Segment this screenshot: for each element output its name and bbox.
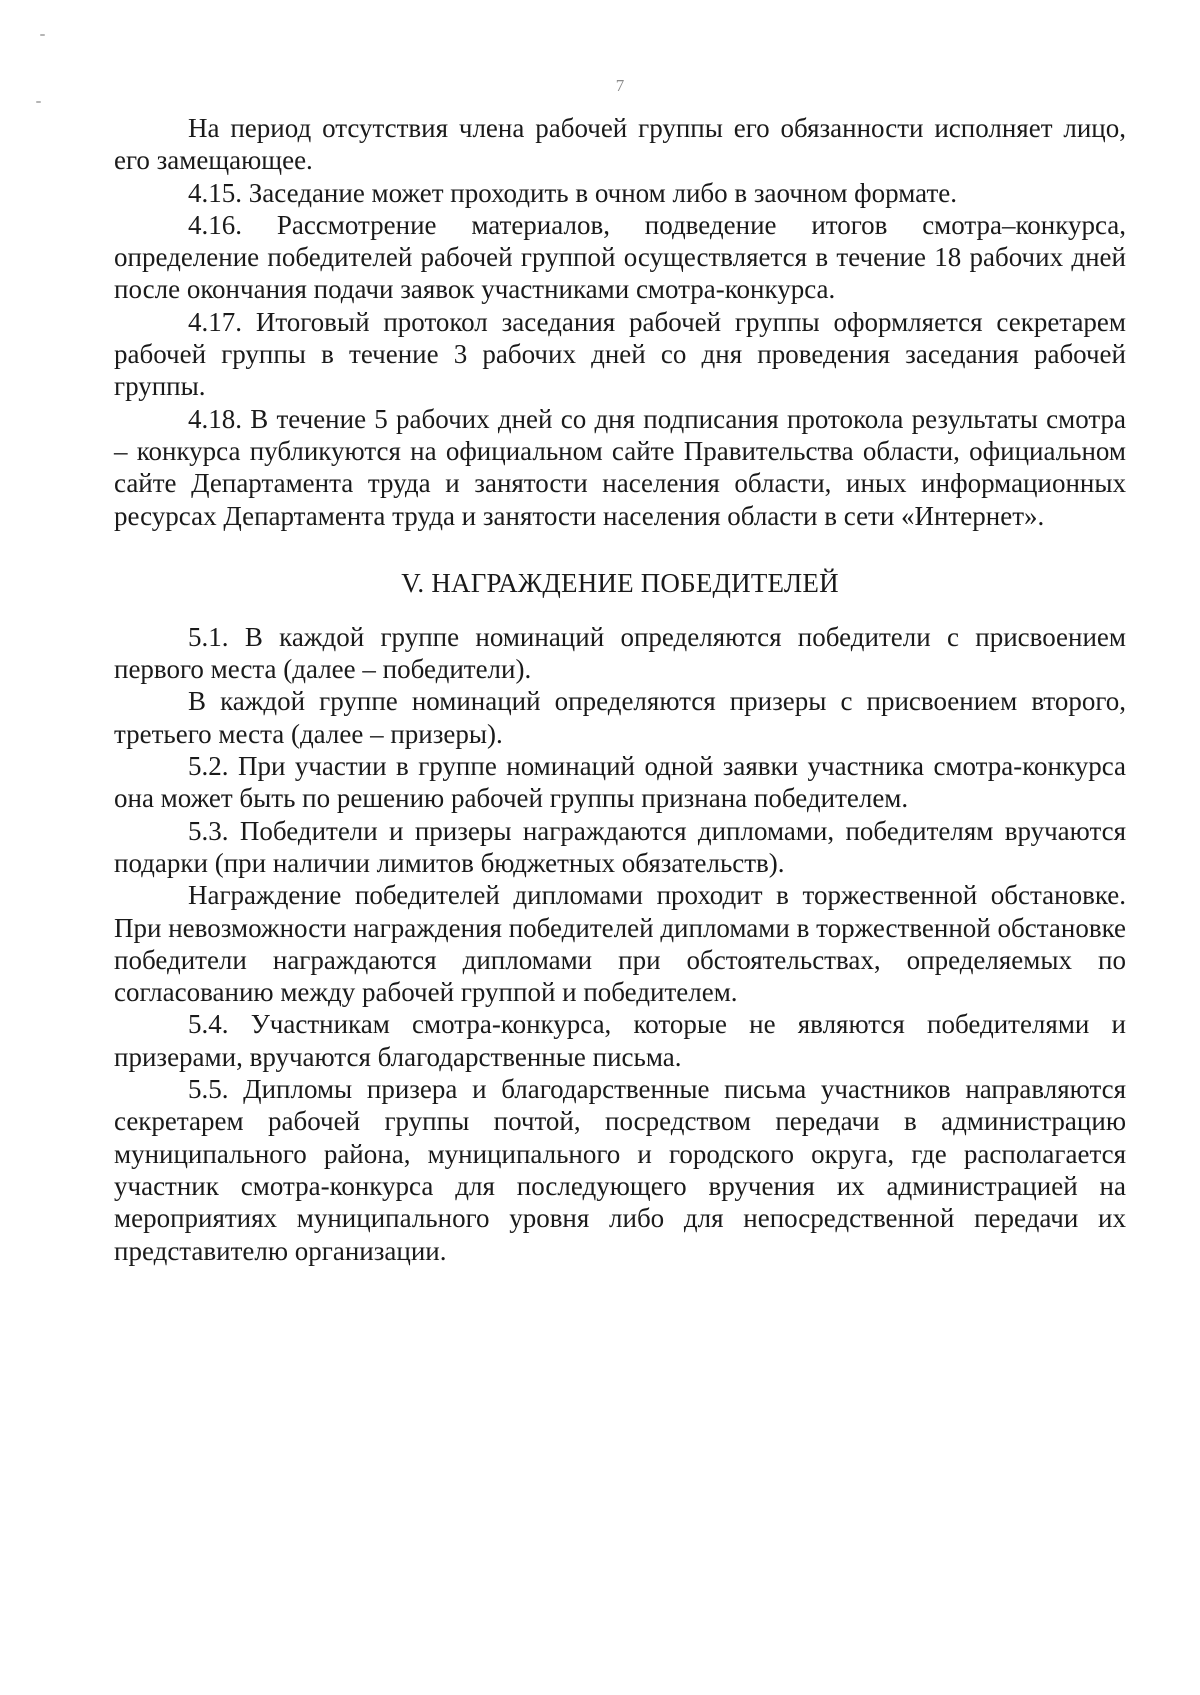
paragraph-5-1: 5.1. В каждой группе номинаций определяются победители с присвоением первого места (далее – победители). bbox=[114, 621, 1126, 685]
paragraph-4-18: 4.18. В течение 5 рабочих дней со дня подписания протокола результаты смотра – конкурса публикуются на официальном сайте Правительства области, официальном сайте Департамента труда и занятости населения области, иных информационных ресурсах Департамента труда и занятости населения области в сети «Интернет». bbox=[114, 403, 1126, 531]
scan-speck bbox=[36, 101, 41, 103]
scan-speck bbox=[40, 34, 45, 36]
paragraph-4-15: 4.15. Заседание может проходить в очном либо в заочном формате. bbox=[188, 177, 957, 208]
paragraph-ceremony: Награждение победителей дипломами проходит в торжественной обстановке. При невозможности награждения победителей дипломами в торжественной обстановке победители награждаются дипломами при обстоятельствах, определяемых по согласованию между рабочей группой и победителем. bbox=[114, 880, 1126, 1008]
paragraph-prize-winners: В каждой группе номинаций определяются призеры с присвоением второго, третьего места (далее – призеры). bbox=[114, 686, 1126, 749]
paragraph-5-5: 5.5. Дипломы призера и благодарственные письма участников направляются секретарем рабочей группы почтой, посредством передачи в администрацию муниципального района, муниципального и городского округа, где располагается участник смотра-конкурса для последующего вручения их администрацией на мероприятиях муниципального уровня либо для непосредственной передачи их представителю организации. bbox=[114, 1074, 1126, 1266]
document-body bbox=[114, 112, 1126, 1267]
page-number: 7 bbox=[615, 76, 625, 95]
paragraph-4-16: 4.16. Рассмотрение материалов, подведение итогов смотра–конкурса, определение победителей рабочей группой осуществляется в течение 18 рабочих дней после окончания подачи заявок участниками смотра-конкурса. bbox=[114, 209, 1126, 305]
paragraph-absence-substitute: На период отсутствия члена рабочей группы его обязанности исполняет лицо, его замещающее. bbox=[114, 113, 1126, 176]
paragraph-5-4: 5.4. Участникам смотра-конкурса, которые не являются победителями и призерами, вручаются благодарственные письма. bbox=[114, 1009, 1126, 1072]
paragraph-5-3: 5.3. Победители и призеры награждаются дипломами, победителям вручаются подарки (при наличии лимитов бюджетных обязательств). bbox=[114, 815, 1126, 878]
paragraph-5-2: 5.2. При участии в группе номинаций одной заявки участника смотра-конкурса она может быть по решению рабочей группы признана победителем. bbox=[114, 751, 1126, 814]
section-heading-awards: V. НАГРАЖДЕНИЕ ПОБЕДИТЕЛЕЙ bbox=[401, 567, 839, 598]
paragraph-4-17: 4.17. Итоговый протокол заседания рабочей группы оформляется секретарем рабочей группы в течение 3 рабочих дней со дня проведения заседания рабочей группы. bbox=[114, 306, 1126, 402]
